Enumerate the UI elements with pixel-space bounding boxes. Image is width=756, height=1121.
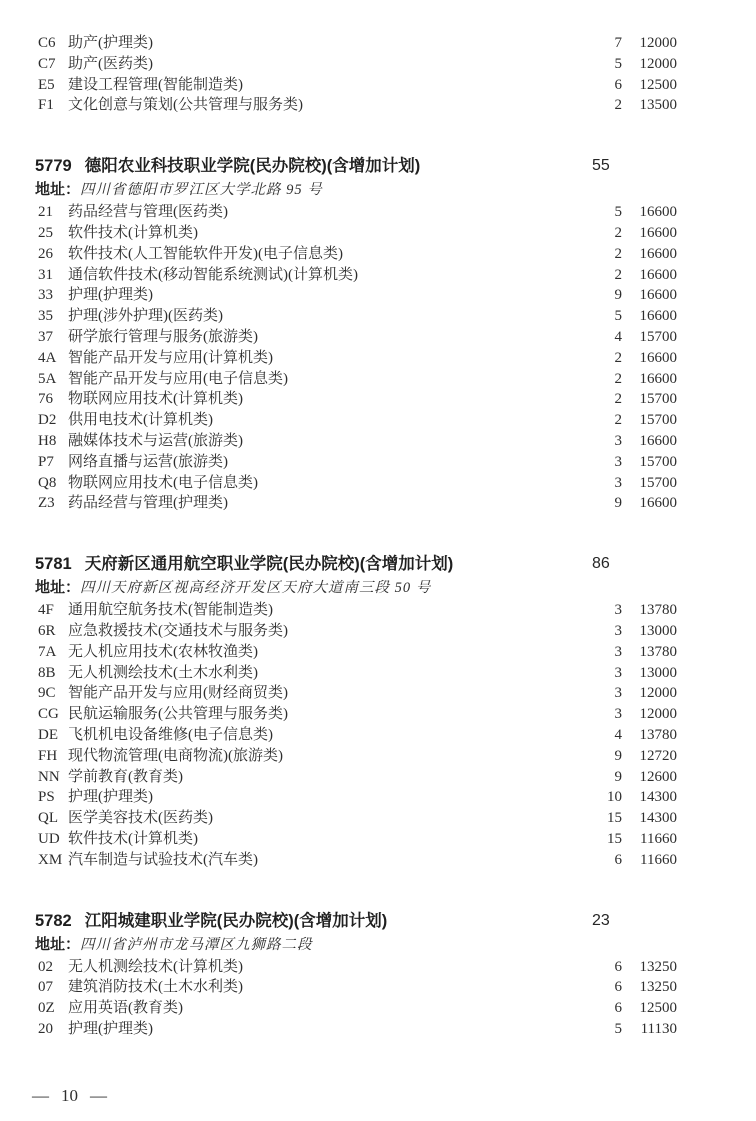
program-name: 护理(涉外护理)(医药类) [68, 308, 223, 325]
program-fee: 16600 [639, 308, 677, 325]
program-name: 软件技术(计算机类) [68, 224, 198, 241]
program-name: 飞机机电设备维修(电子信息类) [68, 726, 273, 743]
school-address-line [0, 178, 756, 202]
program-name: 建筑消防技术(土木水利类) [68, 979, 243, 996]
program-fee: 16600 [639, 349, 677, 366]
program-row [0, 244, 756, 265]
program-row [0, 493, 756, 514]
program-name: 软件技术(人工智能软件开发)(电子信息类) [68, 245, 343, 262]
program-quota: 10 [607, 789, 622, 806]
program-row [0, 704, 756, 725]
program-code: 33 [38, 287, 53, 304]
program-quota: 4 [614, 726, 622, 743]
program-row [0, 369, 756, 390]
program-code: C7 [38, 55, 56, 72]
program-code: 5A [38, 370, 57, 387]
program-code: CG [38, 706, 59, 723]
program-name: 无人机测绘技术(土木水利类) [68, 664, 258, 681]
program-name: 无人机测绘技术(计算机类) [68, 958, 243, 975]
program-fee: 15700 [639, 391, 677, 408]
program-name: 无人机应用技术(农林牧渔类) [68, 643, 258, 660]
program-row [0, 829, 756, 850]
program-quota: 7 [614, 35, 622, 51]
program-code: 25 [38, 224, 53, 241]
program-code: QL [38, 810, 58, 827]
program-name: 现代物流管理(电商物流)(旅游类) [68, 747, 283, 764]
program-row [0, 265, 756, 286]
program-fee: 14300 [639, 810, 677, 827]
program-quota: 9 [614, 287, 622, 304]
program-name: 助产(医药类) [68, 55, 153, 72]
program-fee: 13250 [639, 958, 677, 975]
continuation-program-rows [0, 0, 756, 116]
program-code: E5 [38, 76, 55, 93]
program-name: 智能产品开发与应用(电子信息类) [68, 370, 288, 387]
program-code: 76 [38, 391, 53, 408]
program-fee: 16600 [639, 245, 677, 262]
program-quota: 6 [614, 851, 622, 868]
program-quota: 15 [607, 810, 622, 827]
school-total-quota: 86 [592, 555, 610, 573]
program-quota: 3 [614, 706, 622, 723]
program-quota: 6 [614, 958, 622, 975]
address-label: 地址： [35, 181, 81, 199]
program-fee: 15700 [639, 412, 677, 429]
program-name: 护理(护理类) [68, 287, 153, 304]
program-row [0, 75, 756, 96]
program-row [0, 1019, 756, 1040]
program-fee: 12600 [639, 768, 677, 785]
address-label: 地址： [35, 579, 81, 597]
program-quota: 3 [614, 453, 622, 470]
program-quota: 5 [614, 1020, 622, 1037]
program-row [0, 306, 756, 327]
program-quota: 15 [607, 830, 622, 847]
program-code: 7A [38, 643, 57, 660]
program-quota: 2 [614, 97, 622, 114]
program-fee: 15700 [639, 328, 677, 345]
program-fee: 13500 [639, 97, 677, 114]
program-fee: 13250 [639, 979, 677, 996]
program-code: NN [38, 768, 60, 785]
program-row [0, 473, 756, 494]
school-total-quota: 55 [592, 157, 610, 175]
program-row [0, 600, 756, 621]
program-code: Q8 [38, 474, 57, 491]
program-name: 医学美容技术(医药类) [68, 810, 213, 827]
program-name: 网络直播与运营(旅游类) [68, 453, 228, 470]
program-name: 护理(护理类) [68, 789, 153, 806]
program-quota: 4 [614, 328, 622, 345]
program-fee: 16600 [639, 287, 677, 304]
school-name: 德阳农业科技职业学院(民办院校)(含增加计划) [84, 157, 421, 176]
program-quota: 2 [614, 370, 622, 387]
program-quota: 3 [614, 602, 622, 619]
program-code: 35 [38, 308, 53, 325]
school-header [0, 909, 756, 933]
program-fee: 16600 [639, 495, 677, 512]
program-row [0, 389, 756, 410]
school-code: 5782 [35, 911, 72, 930]
program-fee: 13780 [639, 643, 677, 660]
program-fee: 12500 [639, 76, 677, 93]
program-name: 民航运输服务(公共管理与服务类) [68, 706, 288, 723]
program-name: 智能产品开发与应用(财经商贸类) [68, 685, 288, 702]
school-sections [0, 154, 756, 1040]
program-fee: 15700 [639, 453, 677, 470]
program-row [0, 642, 756, 663]
program-row [0, 202, 756, 223]
program-name: 研学旅行管理与服务(旅游类) [68, 328, 258, 345]
program-row [0, 621, 756, 642]
program-name: 学前教育(教育类) [68, 768, 183, 785]
program-fee: 13000 [639, 622, 677, 639]
program-code: 9C [38, 685, 56, 702]
program-code: 6R [38, 622, 56, 639]
program-fee: 12000 [639, 55, 677, 72]
program-code: 21 [38, 204, 53, 221]
program-code: H8 [38, 432, 57, 449]
program-name: 文化创意与策划(公共管理与服务类) [68, 97, 303, 114]
program-code: D2 [38, 412, 57, 429]
program-fee: 11130 [640, 1020, 677, 1037]
program-name: 物联网应用技术(电子信息类) [68, 474, 258, 491]
program-name: 融媒体技术与运营(旅游类) [68, 432, 243, 449]
program-name: 物联网应用技术(计算机类) [68, 391, 243, 408]
program-quota: 6 [614, 979, 622, 996]
address-label: 地址： [35, 935, 81, 953]
program-code: FH [38, 747, 58, 764]
program-fee: 16600 [639, 224, 677, 241]
program-name: 汽车制造与试验技术(汽车类) [68, 851, 258, 868]
program-quota: 5 [614, 55, 622, 72]
program-row [0, 957, 756, 978]
program-name: 助产(护理类) [68, 35, 153, 51]
program-fee: 11660 [640, 851, 677, 868]
school-name: 江阳城建职业学院(民办院校)(含增加计划) [84, 911, 388, 930]
program-fee: 16600 [639, 204, 677, 221]
program-code: F1 [38, 97, 54, 114]
program-row [0, 95, 756, 116]
program-fee: 12000 [639, 706, 677, 723]
program-fee: 12720 [639, 747, 677, 764]
program-code: PS [38, 789, 55, 806]
program-row [0, 998, 756, 1019]
program-row [0, 683, 756, 704]
program-rows [0, 957, 756, 1040]
program-quota: 2 [614, 349, 622, 366]
program-code: 26 [38, 245, 53, 262]
program-fee: 11660 [640, 830, 677, 847]
program-fee: 12000 [639, 35, 677, 51]
school-total-quota: 23 [592, 911, 610, 929]
program-quota: 5 [614, 204, 622, 221]
program-quota: 3 [614, 474, 622, 491]
program-fee: 16600 [639, 266, 677, 283]
program-row [0, 54, 756, 75]
program-name: 通信软件技术(移动智能系统测试)(计算机类) [68, 266, 358, 283]
school-section [0, 154, 756, 514]
school-section [0, 909, 756, 1040]
program-row [0, 327, 756, 348]
program-code: XM [38, 851, 63, 868]
program-quota: 3 [614, 432, 622, 449]
program-quota: 6 [614, 1000, 622, 1017]
program-code: 20 [38, 1020, 53, 1037]
program-name: 通用航空航务技术(智能制造类) [68, 602, 273, 619]
program-code: 8B [38, 664, 56, 681]
program-fee: 13780 [639, 602, 677, 619]
program-code: 31 [38, 266, 53, 283]
program-row [0, 663, 756, 684]
program-quota: 2 [614, 245, 622, 262]
program-fee: 16600 [639, 370, 677, 387]
program-row [0, 33, 756, 54]
program-name: 软件技术(计算机类) [68, 830, 198, 847]
page-number: 10 [61, 1086, 78, 1105]
program-code: 07 [38, 979, 53, 996]
program-quota: 2 [614, 412, 622, 429]
school-header [0, 552, 756, 576]
program-quota: 6 [614, 76, 622, 93]
program-quota: 3 [614, 643, 622, 660]
program-fee: 14300 [639, 789, 677, 806]
address-text: 四川天府新区视高经济开发区天府大道南三段 50 号 [80, 580, 432, 597]
school-address-line [0, 933, 756, 957]
program-quota: 9 [614, 768, 622, 785]
program-name: 建设工程管理(智能制造类) [68, 76, 243, 93]
program-quota: 3 [614, 622, 622, 639]
program-name: 应急救援技术(交通技术与服务类) [68, 622, 288, 639]
program-code: 4A [38, 349, 57, 366]
school-header [0, 154, 756, 178]
program-name: 应用英语(教育类) [68, 1000, 183, 1017]
program-code: 02 [38, 958, 53, 975]
program-fee: 16600 [639, 432, 677, 449]
program-row [0, 223, 756, 244]
program-code: UD [38, 830, 60, 847]
program-name: 护理(护理类) [68, 1020, 153, 1037]
program-name: 药品经营与管理(护理类) [68, 495, 228, 512]
program-quota: 2 [614, 224, 622, 241]
program-name: 药品经营与管理(医药类) [68, 204, 228, 221]
program-fee: 13000 [639, 664, 677, 681]
program-quota: 2 [614, 266, 622, 283]
program-quota: 9 [614, 495, 622, 512]
page-footer [32, 1086, 107, 1106]
program-row [0, 808, 756, 829]
program-row [0, 410, 756, 431]
program-row [0, 725, 756, 746]
program-row [0, 452, 756, 473]
program-quota: 5 [614, 308, 622, 325]
program-row [0, 787, 756, 808]
program-row [0, 767, 756, 788]
program-code: P7 [38, 453, 54, 470]
program-code: 4F [38, 602, 54, 619]
school-name: 天府新区通用航空职业学院(民办院校)(含增加计划) [84, 555, 454, 574]
program-code: Z3 [38, 495, 55, 512]
program-code: DE [38, 726, 58, 743]
program-fee: 12500 [639, 1000, 677, 1017]
program-rows [0, 600, 756, 870]
program-quota: 3 [614, 685, 622, 702]
school-code: 5781 [35, 555, 72, 574]
school-code: 5779 [35, 157, 72, 176]
program-row [0, 977, 756, 998]
program-code: C6 [38, 35, 56, 51]
program-name: 智能产品开发与应用(计算机类) [68, 349, 273, 366]
program-quota: 2 [614, 391, 622, 408]
program-row [0, 746, 756, 767]
program-name: 供用电技术(计算机类) [68, 412, 213, 429]
program-quota: 3 [614, 664, 622, 681]
footer-dash-left: — [32, 1086, 49, 1105]
program-fee: 13780 [639, 726, 677, 743]
program-quota: 9 [614, 747, 622, 764]
footer-dash-right: — [90, 1086, 107, 1105]
address-text: 四川省泸州市龙马潭区九狮路二段 [80, 936, 313, 953]
program-row [0, 850, 756, 871]
program-code: 37 [38, 328, 53, 345]
program-row [0, 348, 756, 369]
school-section [0, 552, 756, 870]
program-fee: 12000 [639, 685, 677, 702]
school-address-line [0, 576, 756, 600]
program-rows [0, 202, 756, 514]
program-row [0, 285, 756, 306]
program-row [0, 431, 756, 452]
program-fee: 15700 [639, 474, 677, 491]
address-text: 四川省德阳市罗江区大学北路 95 号 [80, 182, 323, 199]
program-code: 0Z [38, 1000, 55, 1017]
